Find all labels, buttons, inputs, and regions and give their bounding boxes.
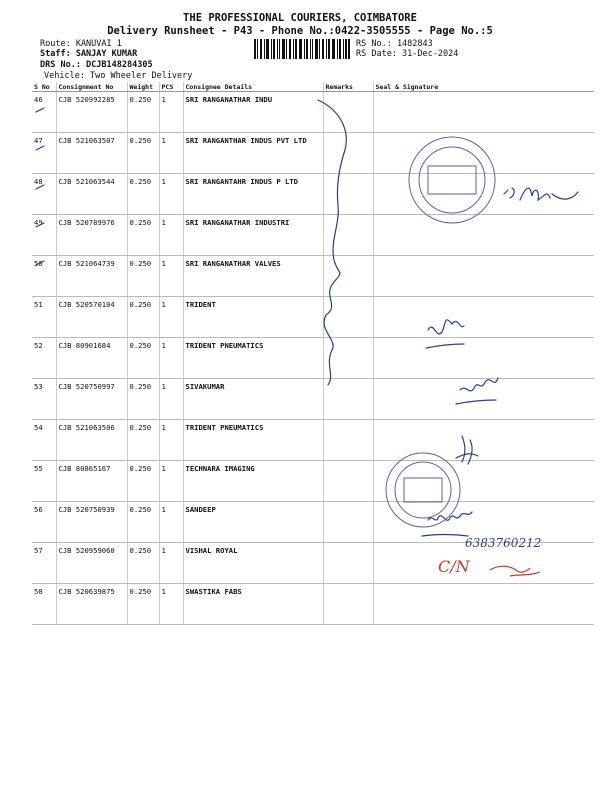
row-consignment: CJB 80901684 xyxy=(56,338,127,379)
row-sno: 58 xyxy=(32,584,56,625)
row-remarks xyxy=(323,133,373,174)
row-consignee: TRIDENT xyxy=(183,297,323,338)
row-consignee: SRI RANGANATHAR INDUSTRI xyxy=(183,215,323,256)
row-remarks xyxy=(323,297,373,338)
row-consignee: TRIDENT PNEUMATICS xyxy=(183,420,323,461)
table-row xyxy=(32,256,594,297)
row-sno: 53 xyxy=(32,379,56,420)
col-pcs: PCS xyxy=(159,82,183,92)
row-sno: 57 xyxy=(32,543,56,584)
col-remarks: Remarks xyxy=(323,82,373,92)
row-seal xyxy=(373,133,594,174)
row-consignment: CJB 521063507 xyxy=(56,133,127,174)
row-weight: 0.250 xyxy=(127,584,159,625)
row-sno: 50 xyxy=(32,256,56,297)
row-consignment: CJB 520639875 xyxy=(56,584,127,625)
row-consignment: CJB 520992285 xyxy=(56,92,127,133)
row-remarks xyxy=(323,543,373,584)
row-consignee: SWASTIKA FABS xyxy=(183,584,323,625)
table-row xyxy=(32,420,594,461)
row-sno: 55 xyxy=(32,461,56,502)
table-row xyxy=(32,379,594,420)
col-consignee: Consignee Details xyxy=(183,82,323,92)
row-remarks xyxy=(323,584,373,625)
row-pcs: 1 xyxy=(159,502,183,543)
row-pcs: 1 xyxy=(159,297,183,338)
row-consignment: CJB 521063544 xyxy=(56,174,127,215)
col-weight: Weight xyxy=(127,82,159,92)
row-seal xyxy=(373,338,594,379)
row-seal xyxy=(373,461,594,502)
table-row xyxy=(32,584,594,625)
row-weight: 0.250 xyxy=(127,174,159,215)
row-weight: 0.250 xyxy=(127,133,159,174)
row-consignee: SIVAKUMAR xyxy=(183,379,323,420)
table-row xyxy=(32,461,594,502)
row-remarks xyxy=(323,461,373,502)
row-pcs: 1 xyxy=(159,92,183,133)
row-weight: 0.250 xyxy=(127,461,159,502)
row-seal xyxy=(373,174,594,215)
table-row xyxy=(32,215,594,256)
row-pcs: 1 xyxy=(159,133,183,174)
row-sno: 46 xyxy=(32,92,56,133)
drs-label: DRS No.: DCJB148284305 xyxy=(40,60,153,70)
row-seal xyxy=(373,584,594,625)
row-consignment: CJB 520959060 xyxy=(56,543,127,584)
row-consignee: SRI RANGANATHAR VALVES xyxy=(183,256,323,297)
row-weight: 0.250 xyxy=(127,297,159,338)
row-sno: 51 xyxy=(32,297,56,338)
row-weight: 0.250 xyxy=(127,379,159,420)
row-pcs: 1 xyxy=(159,420,183,461)
row-sno: 47 xyxy=(32,133,56,174)
row-seal xyxy=(373,379,594,420)
row-weight: 0.250 xyxy=(127,502,159,543)
row-consignment: CJB 520750997 xyxy=(56,379,127,420)
row-pcs: 1 xyxy=(159,215,183,256)
row-remarks xyxy=(323,92,373,133)
row-seal xyxy=(373,215,594,256)
vehicle-label: Vehicle: Two Wheeler Delivery xyxy=(44,71,193,81)
row-remarks xyxy=(323,502,373,543)
row-sno: 49 xyxy=(32,215,56,256)
row-remarks xyxy=(323,256,373,297)
company-title: THE PROFESSIONAL COURIERS, COIMBATORE xyxy=(183,12,417,24)
barcode xyxy=(254,39,350,59)
row-pcs: 1 xyxy=(159,338,183,379)
row-weight: 0.250 xyxy=(127,256,159,297)
table-row xyxy=(32,338,594,379)
col-seal-signature: Seal & Signature xyxy=(373,82,594,92)
table-row xyxy=(32,92,594,133)
col-consignment: Consignment No xyxy=(56,82,127,92)
row-seal xyxy=(373,92,594,133)
route-label: Route: KANUVAI 1 xyxy=(40,39,122,49)
row-pcs: 1 xyxy=(159,174,183,215)
row-sno: 48 xyxy=(32,174,56,215)
row-remarks xyxy=(323,379,373,420)
row-remarks xyxy=(323,420,373,461)
row-consignee: SRI RANGANATHAR INDU xyxy=(183,92,323,133)
rs-date: RS Date: 31-Dec-2024 xyxy=(356,49,459,59)
row-consignment: CJB 520570104 xyxy=(56,297,127,338)
row-consignment: CJB 80865167 xyxy=(56,461,127,502)
row-seal xyxy=(373,297,594,338)
row-consignee: TRIDENT PNEUMATICS xyxy=(183,338,323,379)
row-seal xyxy=(373,256,594,297)
col-sno: S No xyxy=(32,82,56,92)
row-consignment: CJB 521064739 xyxy=(56,256,127,297)
row-consignee: VISHAL ROYAL xyxy=(183,543,323,584)
row-consignee: SRI RANGANTHAR INDUS PVT LTD xyxy=(183,133,323,174)
table-row xyxy=(32,297,594,338)
table-row xyxy=(32,174,594,215)
row-sno: 52 xyxy=(32,338,56,379)
row-consignee: SRI RANGANTAHR INDUS P LTD xyxy=(183,174,323,215)
row-consignee: TECHNARA IMAGING xyxy=(183,461,323,502)
runsheet-title: Delivery Runsheet - P43 - Phone No.:0422-3505555 - Page No.:5 xyxy=(107,25,493,37)
row-remarks xyxy=(323,338,373,379)
rs-number: RS No.: 1482843 xyxy=(356,39,433,49)
table-header-row xyxy=(32,82,594,92)
row-seal xyxy=(373,420,594,461)
handwritten-note: C/N xyxy=(438,557,470,576)
row-weight: 0.250 xyxy=(127,543,159,584)
staff-label: Staff: SANJAY KUMAR xyxy=(40,49,138,59)
row-remarks xyxy=(323,215,373,256)
row-pcs: 1 xyxy=(159,543,183,584)
row-weight: 0.250 xyxy=(127,92,159,133)
row-weight: 0.250 xyxy=(127,338,159,379)
row-consignee: SANDEEP xyxy=(183,502,323,543)
table-row xyxy=(32,133,594,174)
row-pcs: 1 xyxy=(159,461,183,502)
handwritten-phone: 6383760212 xyxy=(465,536,542,550)
row-remarks xyxy=(323,174,373,215)
row-sno: 56 xyxy=(32,502,56,543)
row-sno: 54 xyxy=(32,420,56,461)
row-consignment: CJB 520789976 xyxy=(56,215,127,256)
row-consignment: CJB 520750939 xyxy=(56,502,127,543)
row-pcs: 1 xyxy=(159,256,183,297)
row-weight: 0.250 xyxy=(127,215,159,256)
row-weight: 0.250 xyxy=(127,420,159,461)
row-consignment: CJB 521063506 xyxy=(56,420,127,461)
row-pcs: 1 xyxy=(159,584,183,625)
row-pcs: 1 xyxy=(159,379,183,420)
